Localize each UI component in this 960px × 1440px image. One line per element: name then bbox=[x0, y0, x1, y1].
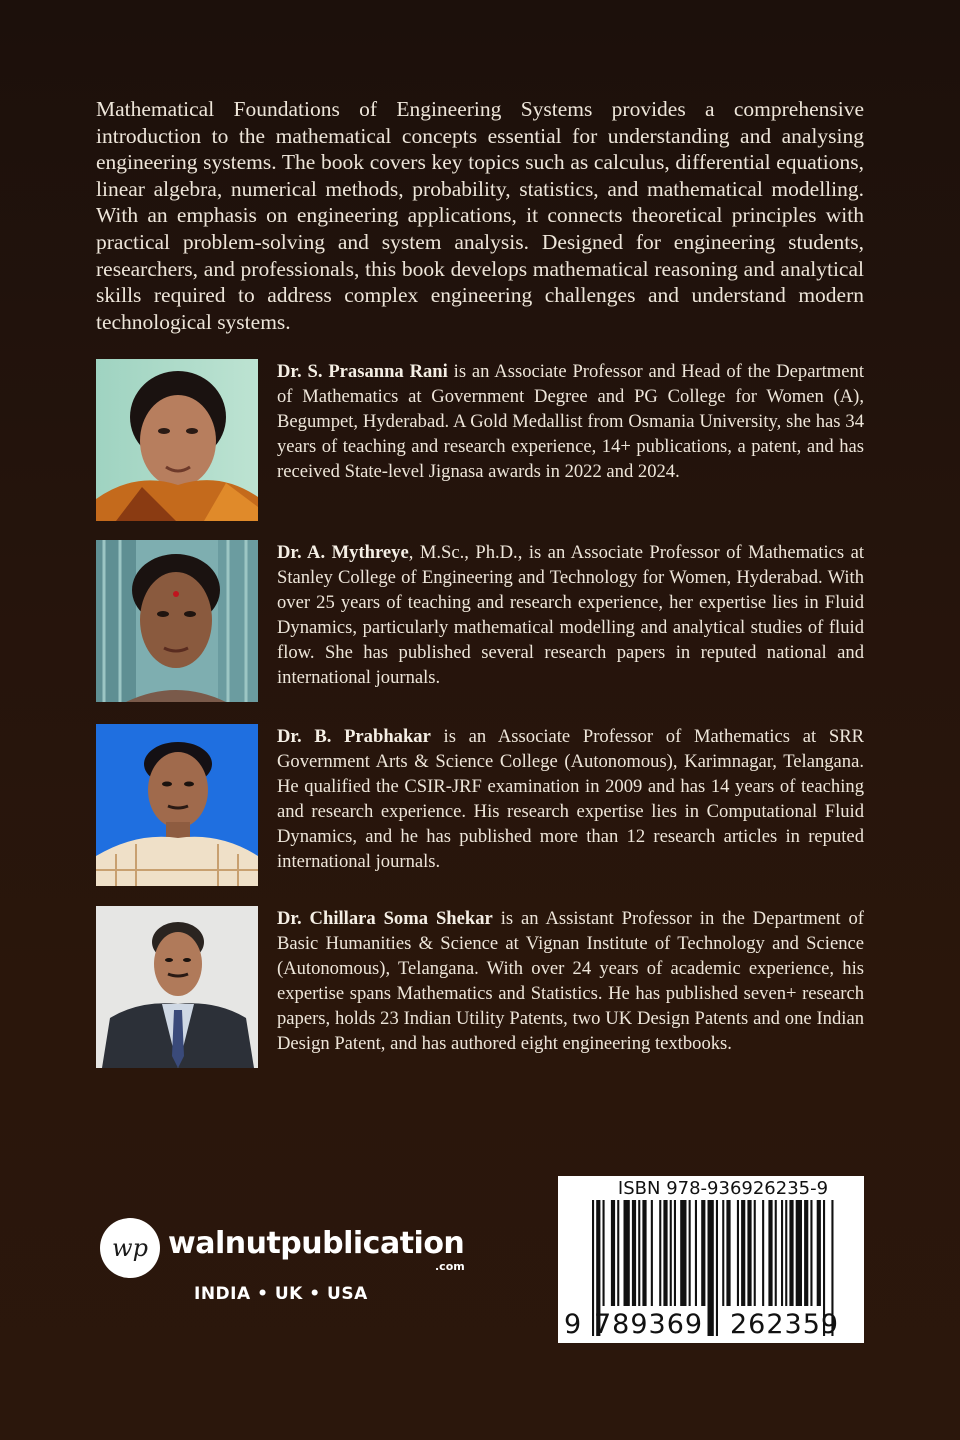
author-portrait-icon bbox=[96, 540, 258, 702]
author-entry bbox=[96, 724, 864, 888]
barcode-bar bbox=[810, 1200, 812, 1306]
barcode-bar bbox=[804, 1200, 808, 1306]
barcode-bar bbox=[722, 1200, 724, 1306]
publisher-logo bbox=[100, 1218, 500, 1318]
barcode-bar bbox=[674, 1200, 676, 1306]
publisher-name: walnutpublication bbox=[168, 1226, 465, 1261]
barcode-bar bbox=[789, 1200, 793, 1306]
author-portrait-icon bbox=[96, 724, 258, 886]
barcode-bar bbox=[632, 1200, 636, 1306]
author-bio-text: is an Associate Professor of Mathematics at SRR Government Arts & Science College (Autonomous), Karimnagar, Telangana. He qualified the CSIR-JRF examination in 2009 and has 14 years of teaching and research experience. His research expertise lies in Computational Fluid Dynamics, and he has published more than 12 research articles in reputed international journals. bbox=[277, 726, 864, 872]
author-bio-text: is an Assistant Professor in the Department of Basic Humanities & Science at Vignan Institute of Technology and Science (Autonomous), Telangana. With over 24 years of academic experience, his expertise spans Mathematics and Statistics. He has published seven+ research papers, holds 23 Indian Utility Patents, two UK Design Patents and one Indian Design Patent, and has authored eight engineering textbooks. bbox=[277, 908, 864, 1054]
barcode-bar bbox=[796, 1200, 802, 1306]
barcode-bar bbox=[663, 1200, 667, 1306]
publisher-regions: INDIA • UK • USA bbox=[194, 1284, 368, 1304]
author-bio-text: is an Associate Professor and Head of the Department of Mathematics at Government Degree and PG College for Women (A), Begumpet, Hyderabad. A Gold Medallist from Osmania University, she has 34 years of teaching and research experience, 14+ publications, a patent, and has received State-level Jignasa awards in 2022 and 2024. bbox=[277, 361, 864, 482]
barcode-digits-left: 789369 bbox=[594, 1309, 704, 1340]
author-name: Dr. B. Prabhakar bbox=[277, 726, 431, 747]
barcode-bar bbox=[680, 1200, 686, 1306]
author-entry bbox=[96, 540, 864, 704]
barcode-bar bbox=[726, 1200, 730, 1306]
barcode-bar bbox=[701, 1200, 705, 1306]
barcode-bar bbox=[747, 1200, 751, 1306]
isbn-label: ISBN 978-936926235-9 bbox=[617, 1178, 829, 1199]
barcode-bar bbox=[781, 1200, 783, 1306]
publisher-badge-text: wp bbox=[112, 1234, 148, 1262]
author-name: Dr. A. Mythreye bbox=[277, 542, 409, 563]
barcode-bar bbox=[638, 1200, 640, 1306]
author-name: Dr. Chillara Soma Shekar bbox=[277, 908, 493, 929]
barcode-bar bbox=[754, 1200, 756, 1306]
isbn-barcode bbox=[558, 1176, 864, 1343]
barcode-bar bbox=[708, 1200, 714, 1336]
publisher-domain-suffix: .com bbox=[435, 1260, 465, 1273]
barcode-bar bbox=[817, 1200, 821, 1306]
author-photo bbox=[96, 906, 258, 1068]
author-photo bbox=[96, 540, 258, 702]
barcode-bar bbox=[642, 1200, 646, 1306]
author-portrait-icon bbox=[96, 359, 258, 521]
author-bio-text: , M.Sc., Ph.D., is an Associate Professor of Mathematics at Stanley College of Engineering and Technology for Women, Hyderabad. With over 25 years of teaching and research experience, her expertise lies in Fluid Dynamics, particularly mathematical modelling and analytical studies of fluid flow. She has published several research papers in reputed national and international journals. bbox=[277, 542, 864, 688]
author-entry bbox=[96, 359, 864, 523]
barcode-bar bbox=[695, 1200, 697, 1306]
author-bio bbox=[277, 540, 864, 690]
author-bio bbox=[277, 906, 864, 1056]
barcode-bar bbox=[617, 1200, 619, 1306]
barcode-bar bbox=[624, 1200, 630, 1306]
book-blurb: Mathematical Foundations of Engineering Systems provides a comprehensive introduction to the mathematical concepts essential for understanding and analysing engineering systems. The book covers key topics such as calculus, differential equations, linear algebra, numerical methods, probability, statistics, and mathematical modelling. With an emphasis on engineering applications, it connects theoretical principles with practical problem-solving and system analysis. Designed for engineering students, researchers, and professionals, this book develops mathematical reasoning and analytical skills required to address complex engineering challenges and understand modern technological systems. bbox=[96, 97, 864, 334]
barcode-bar bbox=[785, 1200, 787, 1306]
barcode-bar bbox=[768, 1200, 772, 1306]
barcode-bar bbox=[611, 1200, 615, 1306]
author-photo bbox=[96, 724, 258, 886]
barcode-bar bbox=[670, 1200, 672, 1306]
barcode-bar bbox=[741, 1200, 745, 1306]
barcode-digits-right: 262359 bbox=[730, 1309, 840, 1340]
barcode-bar bbox=[603, 1200, 605, 1306]
barcode-bar bbox=[775, 1200, 777, 1306]
barcode-bar bbox=[716, 1200, 718, 1336]
author-entry bbox=[96, 906, 864, 1070]
author-bio bbox=[277, 724, 864, 874]
barcode-bar bbox=[689, 1200, 691, 1306]
barcode-bar bbox=[737, 1200, 739, 1306]
barcode-bar bbox=[762, 1200, 764, 1306]
author-name: Dr. S. Prasanna Rani bbox=[277, 361, 448, 382]
barcode-bar bbox=[651, 1200, 653, 1306]
barcode-bar bbox=[659, 1200, 661, 1306]
publisher-badge-icon bbox=[100, 1218, 160, 1278]
barcode-digit-first: 9 bbox=[564, 1309, 582, 1340]
author-portrait-icon bbox=[96, 906, 258, 1068]
author-bio bbox=[277, 359, 864, 484]
author-photo bbox=[96, 359, 258, 521]
